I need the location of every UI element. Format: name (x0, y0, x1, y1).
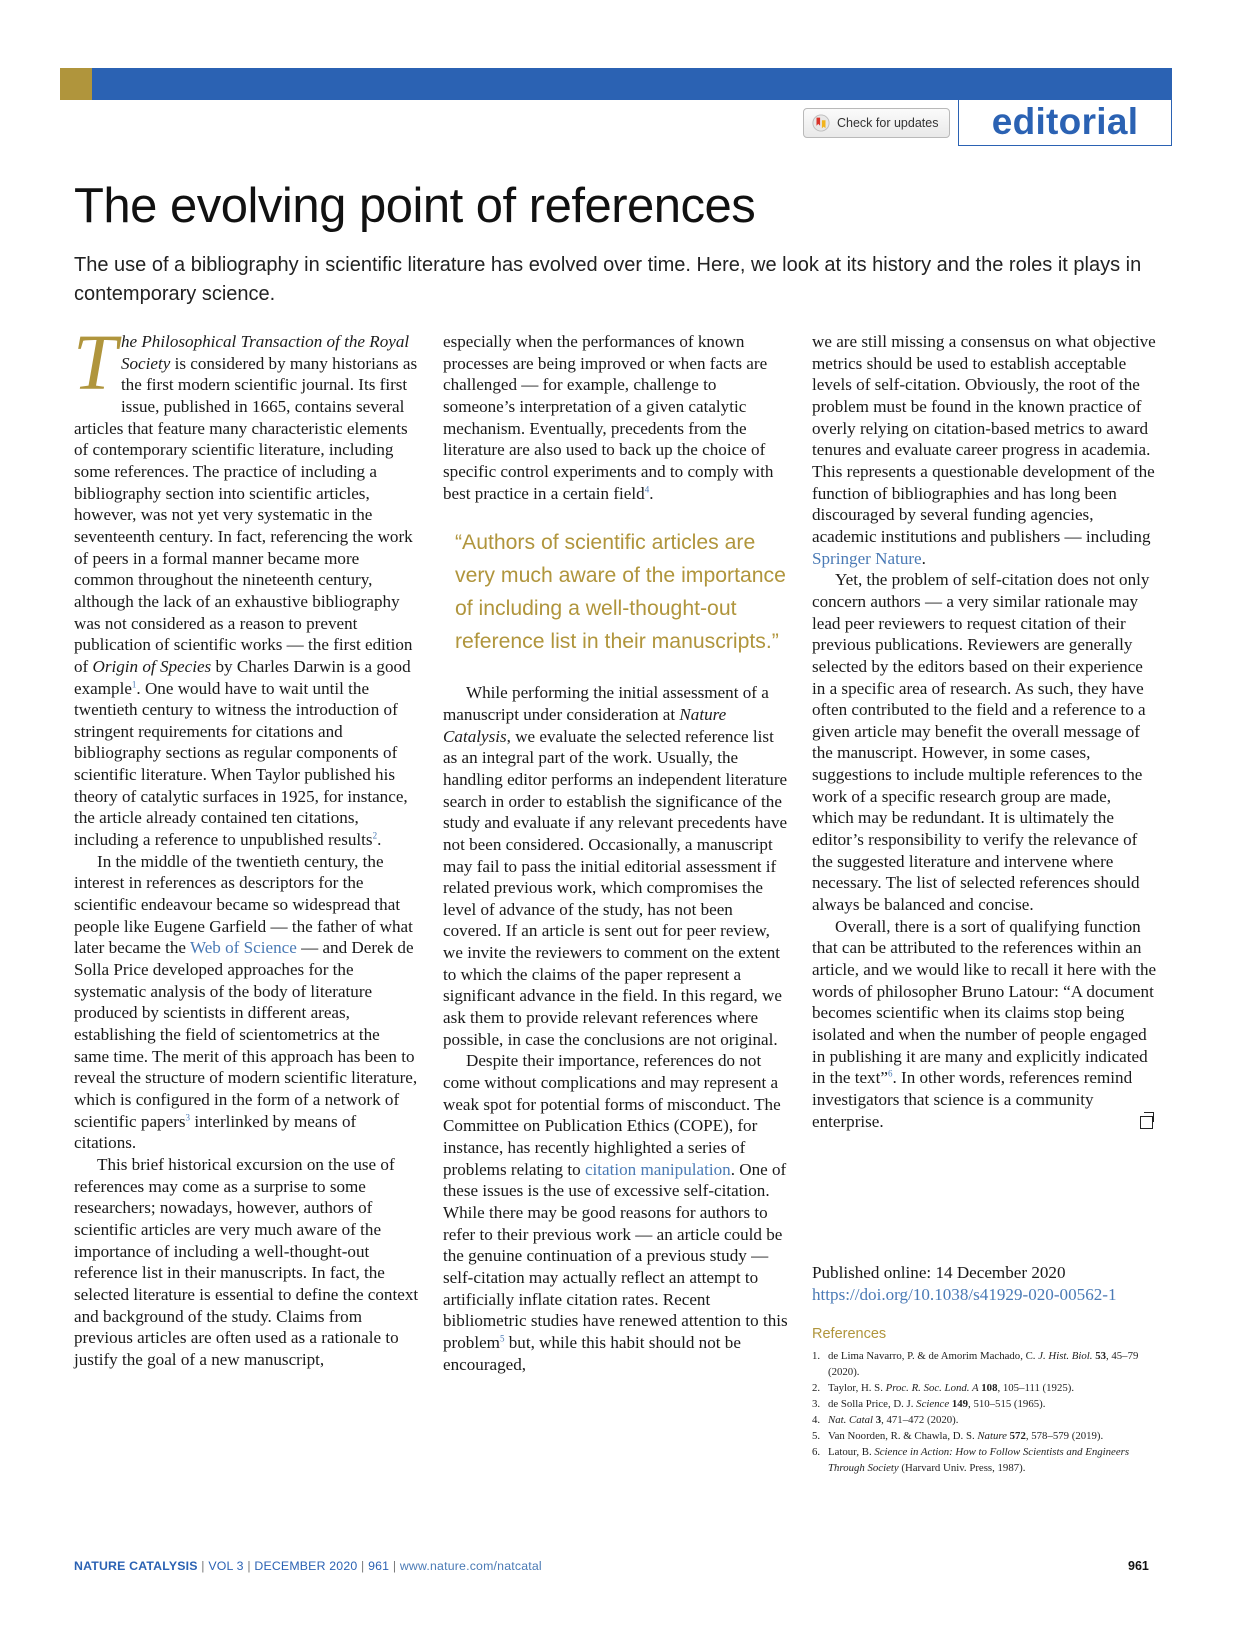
citation-link[interactable]: 5 (499, 1333, 505, 1344)
footer-date: DECEMBER 2020 (254, 1559, 358, 1573)
citation-link[interactable]: 2 (372, 830, 378, 841)
reference-item: 4. Nat. Catal 3, 471–472 (2020). (812, 1414, 959, 1426)
citation-link[interactable]: 1 (131, 678, 137, 689)
paragraph: This brief historical excursion on the use of references may come as a surprise to some researchers; nowadays, however, authors of scientific articles are very much aware of the importance of including a well-thought-out reference list in their manuscripts. In fact, the selected literature is essential to define the context and background of the study. Claims from previous articles are often used as a rationale to justify the goal of a new manuscript, (74, 1154, 419, 1369)
header-gold-block (60, 68, 92, 100)
reference-item: 6. Latour, B. Science in Action: How to Follow Scientists and Engineers Through Society (Harvard Univ. Press, 1987). (812, 1446, 1130, 1474)
footer-url-link[interactable]: www.nature.com/natcatal (399, 1559, 542, 1573)
drop-cap: T (73, 320, 117, 407)
crossmark-icon (812, 114, 830, 132)
web-of-science-link[interactable]: Web of Science (189, 938, 297, 958)
column-2 (443, 331, 788, 1375)
header-color-bar (60, 68, 1172, 100)
citation-link[interactable]: 3 (185, 1111, 191, 1122)
paragraph: Yet, the problem of self-citation does not only concern authors — a very similar rationale may lead peer reviewers to request citation of their previous publications. Reviewers are generally selected by the editors based on their experience in a specific area of research. As such, they have often contributed to the field and a reference to a given article may benefit the overall message of the manuscript. However, in some cases, suggestions to include multiple references to the work of a specific research group are made, which may be redundant. It is ultimately the editor’s responsibility to verify the relevance of the suggested literature and intervene where necessary. The list of selected references should always be balanced and concise. (812, 570, 1150, 915)
paragraph: While performing the initial assessment of a manuscript under consideration at Nature Catalysis, we evaluate the selected reference list as an integral part of the work. Usually, the handling editor performs an independent literature search in order to establish the significance of the study and evaluate if any relevant precedents have not been considered. Occasionally, a manuscript may fail to pass the initial editorial assessment if related previous work, which compromises the level of advance of the study, has not been covered. If an article is sent out for peer review, we invite the reviewers to comment on the extent to which the claims of the paper represent a significant advance in the field. In this regard, we ask them to provide relevant references where possible, in case the conclusions are not original. (443, 683, 788, 1049)
references-heading: References (812, 1326, 887, 1342)
citation-link[interactable]: 4 (644, 483, 650, 494)
reference-item: 1. de Lima Navarro, P. & de Amorim Machado, C. J. Hist. Biol. 53, 45–79 (2020). (812, 1350, 1139, 1378)
column-3 (812, 331, 1157, 1132)
paragraph: The Philosophical Transaction of the Royal Society is considered by many historians as the first modern scientific journal. Its first issue, published in 1665, contains several articles that feature many characteristic elements of contemporary scientific literature, including some references. The practice of including a bibliography section into scientific articles, however, was not yet very systematic in the seventeenth century. In fact, referencing the work of peers in a formal manner became more common throughout the nineteenth century, although the lack of an exhaustive bibliography was not considered as a reason to prevent publication of scientific works — the first edition of Origin of Species by Charles Darwin is a good example$^1$. One would have to wait until the twentieth century to witness the introduction of stringent requirements for citations and bibliography sections as regular components of scientific literature. When Taylor published his theory of catalytic surfaces in 1925, for instance, the article already contained ten citations, including a reference to unpublished results$^2$. (73, 320, 418, 850)
pull-quote: “Authors of scientific articles are very much aware of the importance of including a well-thought-out reference list in their manuscripts.” (455, 531, 786, 654)
check-for-updates-label: Check for updates (837, 116, 939, 130)
article-title: The evolving point of references (74, 179, 756, 233)
column-1 (73, 320, 419, 1371)
citation-link[interactable]: 6 (887, 1068, 893, 1079)
footer-volume: VOL 3 (208, 1559, 244, 1573)
paragraph: especially when the performances of known processes are being improved or when facts are challenged — for example, challenge to someone’s interpretation of a given catalytic mechanism. Eventually, precedents from the literature are also used to back up the choice of specific control experiments and to comply with best practice in a certain field$^4$. (443, 332, 774, 503)
paragraph: we are still missing a consensus on what objective metrics should be used to establish acceptable levels of self-citation. Obviously, the root of the problem must be found in the known practice of overly relying on citation-based metrics to award tenures and evaluate career progress in academia. This represents a questionable development of the function of bibliographies and has long been discouraged by several funding agencies, academic institutions and publishers — including Springer Nature. (812, 332, 1156, 568)
reference-item: 5. Van Noorden, R. & Chawla, D. S. Nature 572, 578–579 (2019). (812, 1430, 1104, 1442)
reference-item: 2. Taylor, H. S. Proc. R. Soc. Lond. A 108, 105–111 (1925). (812, 1382, 1075, 1394)
page-number: 961 (1128, 1559, 1149, 1573)
publication-info (812, 1262, 1157, 1306)
paragraph: In the middle of the twentieth century, the interest in references as descriptors for the scientific endeavour became so widespread that people like Eugene Garfield — the father of what later became the Web of Science — and Derek de Solla Price developed approaches for the systematic analysis of the body of literature produced by scientists in different areas, establishing the field of scientometrics at the same time. The merit of this approach has been to reveal the structure of modern scientific literature, which is configured in the form of a network of scientific papers$^3$ interlinked by means of citations. (74, 851, 418, 1153)
article-standfirst: The use of a bibliography in scientific literature has evolved over time. Here, we look at its history and the roles it plays in contemporary science. (74, 254, 1142, 305)
footer-page: 961 (368, 1559, 390, 1573)
footer-journal: NATURE CATALYSIS (74, 1559, 198, 1573)
page-footer: NATURE CATALYSIS | VOL 3 | DECEMBER 2020 | 961 | www.nature.com/natcatal (74, 1559, 542, 1573)
published-date: Published online: 14 December 2020 (812, 1263, 1066, 1282)
reference-item: 3. de Solla Price, D. J. Science 149, 510–515 (1965). (812, 1398, 1046, 1410)
citation-manipulation-link[interactable]: citation manipulation (584, 1159, 731, 1179)
end-mark-icon (1140, 1116, 1153, 1129)
section-label: editorial (958, 100, 1172, 146)
paragraph: Overall, there is a sort of qualifying function that can be attributed to the references within an article, and we would like to recall it here with the words of philosopher Bruno Latour: “A document becomes scientific when its claims stop being isolated and when the number of people engaged in publishing it are many and explicitly indicated in the text”$^6$. In other words, references remind investigators that science is a community enterprise. (812, 916, 1157, 1131)
doi-link[interactable]: https://doi.org/10.1038/s41929-020-00562-1 (812, 1285, 1117, 1304)
springer-nature-link[interactable]: Springer Nature (812, 548, 922, 568)
references-list (812, 1348, 1162, 1476)
paragraph: Despite their importance, references do not come without complications and may represent a weak spot for potential forms of misconduct. The Committee on Publication Ethics (COPE), for instance, has recently highlighted a series of problems relating to citation manipulation. One of these issues is the use of excessive self-citation. While there may be good reasons for authors to refer to their previous work — an article could be the genuine continuation of a previous study — self-citation may actually reflect an attempt to artificially inflate citation rates. Recent bibliometric studies have renewed attention to this problem$^5$ but, while this habit should not be encouraged, (443, 1051, 788, 1374)
check-for-updates-button[interactable] (803, 108, 950, 138)
